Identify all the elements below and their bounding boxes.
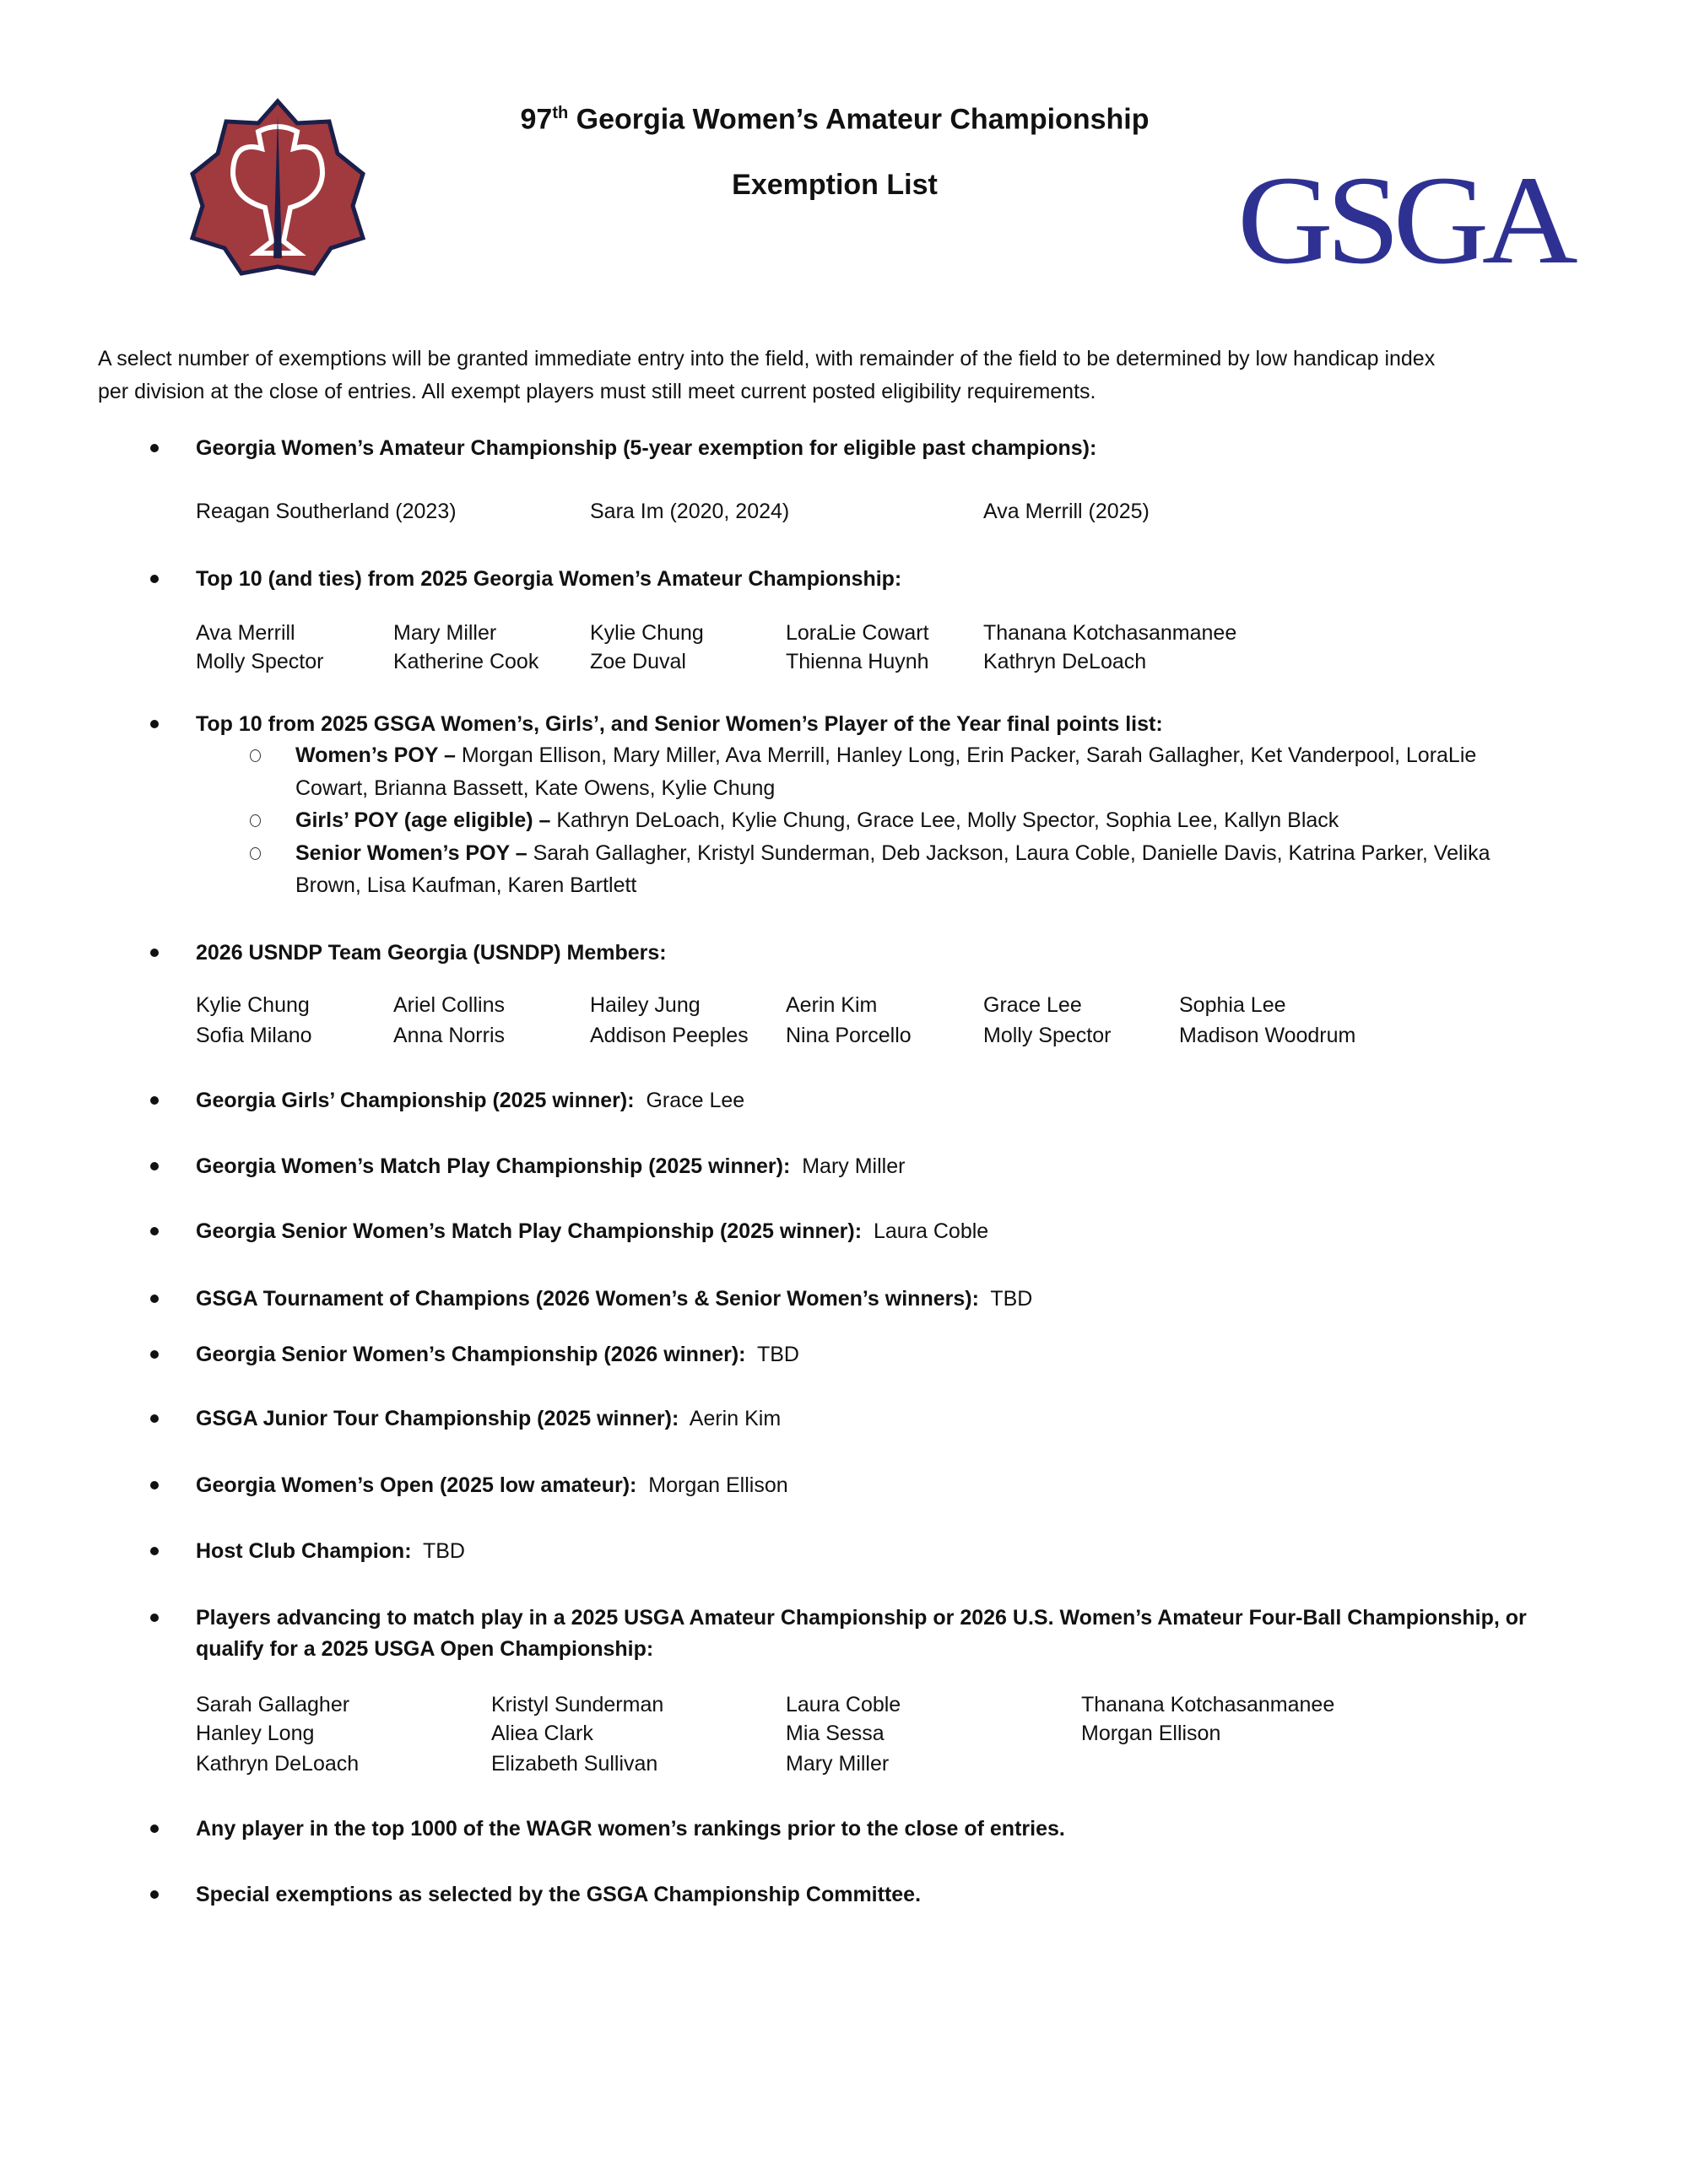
- name: Reagan Southerland (2023): [196, 500, 457, 523]
- gsga-logo: GSGA: [1237, 150, 1572, 290]
- exemption-item: [196, 1408, 781, 1430]
- name: Laura Coble: [786, 1693, 901, 1716]
- name: Nina Porcello: [786, 1024, 912, 1047]
- document-subtitle: Exemption List: [732, 169, 938, 201]
- girls-poy-line: Girls’ POY (age eligible) – Kathryn DeLoach, Kylie Chung, Grace Lee, Molly Spector, Sophia Lee, Kallyn Black: [295, 808, 1339, 832]
- exemption-label: Host Club Champion:: [196, 1539, 412, 1563]
- name: Molly Spector: [196, 650, 324, 673]
- name: LoraLie Cowart: [786, 621, 929, 645]
- womens-poy-line-2: Cowart, Brianna Bassett, Kate Owens, Kylie Chung: [295, 776, 776, 800]
- exemption-label: Georgia Women’s Open (2025 low amateur):: [196, 1473, 637, 1497]
- name: Grace Lee: [983, 993, 1082, 1017]
- exemption-label: GSGA Junior Tour Championship (2025 winner):: [196, 1407, 679, 1430]
- exemption-label: Georgia Women’s Match Play Championship (2025 winner):: [196, 1154, 791, 1178]
- bullet-icon: [150, 1350, 159, 1359]
- section-wagr-heading: Any player in the top 1000 of the WAGR women’s rankings prior to the close of entries.: [196, 1817, 1065, 1841]
- exemption-label: Georgia Senior Women’s Championship (2026 winner):: [196, 1343, 746, 1366]
- name: Morgan Ellison: [1081, 1722, 1221, 1745]
- exemption-item: [196, 1541, 465, 1562]
- exemption-item: [196, 1475, 788, 1496]
- name: Kylie Chung: [196, 993, 310, 1017]
- bullet-icon: [150, 1614, 159, 1622]
- bullet-icon: [150, 1295, 159, 1303]
- exemption-item: [196, 1090, 744, 1111]
- name: Thanana Kotchasanmanee: [983, 621, 1237, 645]
- bullet-icon: [150, 575, 159, 583]
- name: Sophia Lee: [1179, 993, 1286, 1017]
- exemption-value: Morgan Ellison: [648, 1473, 788, 1497]
- name: Sara Im (2020, 2024): [590, 500, 790, 523]
- name: Mary Miller: [393, 621, 497, 645]
- sub-bullet-icon: [250, 749, 261, 762]
- exemption-value: TBD: [756, 1343, 799, 1366]
- section-top10-heading: Top 10 (and ties) from 2025 Georgia Women’s Amateur Championship:: [196, 567, 902, 591]
- name: Zoe Duval: [590, 650, 686, 673]
- exemption-value: Grace Lee: [646, 1089, 745, 1112]
- senior-poy-line: Senior Women’s POY – Sarah Gallagher, Kristyl Sunderman, Deb Jackson, Laura Coble, Danielle Davis, Katrina Parker, Velika: [295, 841, 1491, 865]
- bullet-icon: [150, 949, 159, 957]
- section-usga-heading: Players advancing to match play in a 2025 USGA Amateur Championship or 2026 U.S. Women’s Amateur Four-Ball Championship, or: [196, 1606, 1527, 1630]
- section-past-champions-heading: Georgia Women’s Amateur Championship (5-year exemption for eligible past champions):: [196, 436, 1097, 460]
- name: Addison Peeples: [590, 1024, 749, 1047]
- name: Aerin Kim: [786, 993, 878, 1017]
- exemption-item: [196, 1344, 799, 1365]
- bullet-icon: [150, 1481, 159, 1489]
- name: Kathryn DeLoach: [196, 1752, 360, 1776]
- name: Ava Merrill: [196, 621, 295, 645]
- name: Aliea Clark: [491, 1722, 593, 1745]
- name: Molly Spector: [983, 1024, 1112, 1047]
- document-title: 97th Georgia Women’s Amateur Championship: [520, 103, 1150, 136]
- section-poy-heading: Top 10 from 2025 GSGA Women’s, Girls’, and Senior Women’s Player of the Year final points list:: [196, 712, 1163, 736]
- name: Ariel Collins: [393, 993, 505, 1017]
- bullet-icon: [150, 1162, 159, 1170]
- bullet-icon: [150, 1890, 159, 1899]
- exemption-item: [196, 1289, 1032, 1310]
- sub-bullet-icon: [250, 847, 261, 860]
- bullet-icon: [150, 1547, 159, 1555]
- name: Kristyl Sunderman: [491, 1693, 664, 1716]
- exemption-value: TBD: [422, 1539, 465, 1563]
- section-usga-heading-2: qualify for a 2025 USGA Open Championship:: [196, 1637, 654, 1661]
- name: Hanley Long: [196, 1722, 315, 1745]
- womens-poy-line: Women’s POY – Morgan Ellison, Mary Miller, Ava Merrill, Hanley Long, Erin Packer, Sarah Gallagher, Ket Vanderpool, LoraLie: [295, 743, 1477, 767]
- name: Sarah Gallagher: [196, 1693, 350, 1716]
- exemption-value: Mary Miller: [802, 1154, 906, 1178]
- bullet-icon: [150, 1096, 159, 1105]
- name: Kathryn DeLoach: [983, 650, 1147, 673]
- intro-line-2: per division at the close of entries. All exempt players must still meet current posted eligibility requirements.: [98, 380, 1096, 403]
- exemption-item: [196, 1156, 905, 1177]
- bullet-icon: [150, 444, 159, 452]
- name: Katherine Cook: [393, 650, 539, 673]
- name: Mary Miller: [786, 1752, 890, 1776]
- name: Sofia Milano: [196, 1024, 312, 1047]
- bullet-icon: [150, 1825, 159, 1833]
- bullet-icon: [150, 1414, 159, 1423]
- name: Mia Sessa: [786, 1722, 885, 1745]
- senior-poy-line-2: Brown, Lisa Kaufman, Karen Bartlett: [295, 873, 637, 897]
- exemption-item: [196, 1221, 988, 1242]
- name: Madison Woodrum: [1179, 1024, 1356, 1047]
- name: Hailey Jung: [590, 993, 701, 1017]
- exemption-value: TBD: [990, 1287, 1033, 1311]
- exemption-label: GSGA Tournament of Champions (2026 Women’s & Senior Women’s winners):: [196, 1287, 979, 1311]
- exemption-value: Laura Coble: [873, 1219, 989, 1243]
- exemption-label: Georgia Senior Women’s Match Play Championship (2025 winner):: [196, 1219, 863, 1243]
- name: Thienna Huynh: [786, 650, 929, 673]
- name: Elizabeth Sullivan: [491, 1752, 658, 1776]
- exemption-value: Aerin Kim: [689, 1407, 782, 1430]
- exemption-label: Georgia Girls’ Championship (2025 winner):: [196, 1089, 635, 1112]
- name: Ava Merrill (2025): [983, 500, 1150, 523]
- bullet-icon: [150, 720, 159, 728]
- sub-bullet-icon: [250, 814, 261, 827]
- name: Thanana Kotchasanmanee: [1081, 1693, 1335, 1716]
- section-special-heading: Special exemptions as selected by the GSGA Championship Committee.: [196, 1883, 922, 1906]
- intro-line-1: A select number of exemptions will be granted immediate entry into the field, with remainder of the field to be determined by low handicap index: [98, 347, 1436, 370]
- section-usndp-heading: 2026 USNDP Team Georgia (USNDP) Members:: [196, 941, 667, 965]
- name: Kylie Chung: [590, 621, 704, 645]
- name: Anna Norris: [393, 1024, 505, 1047]
- bullet-icon: [150, 1227, 159, 1235]
